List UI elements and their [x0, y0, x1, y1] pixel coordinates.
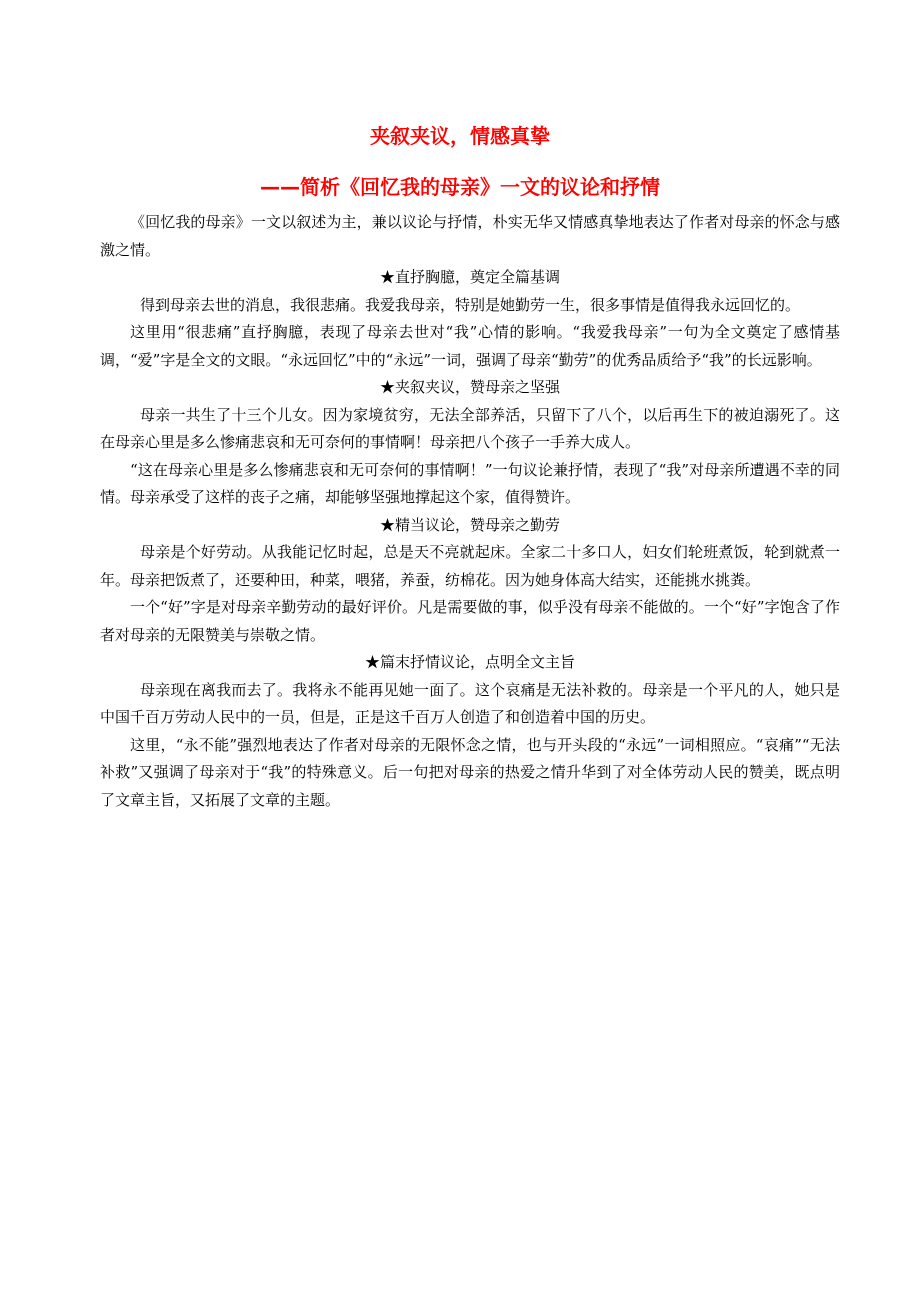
quote-paragraph-2: 母亲一共生了十三个儿女。因为家境贫穷，无法全部养活，只留下了八个，以后再生下的被迫溺死了。这在母亲心里是多么惨痛悲哀和无可奈何的事情啊！母亲把八个孩子一手养大成人。: [100, 405, 840, 451]
analysis-paragraph-4: 这里，“永不能”强烈地表达了作者对母亲的无限怀念之情，也与开头段的“永远”一词相照应。“哀痛”“无法补救”又强调了母亲对于“我”的特殊意义。后一句把对母亲的热爱之情升华到了对全体劳动人民的赞美，既点明了文章主旨，又拓展了文章的主题。: [100, 735, 840, 809]
analysis-paragraph-1: 这里用“很悲痛”直抒胸臆，表现了母亲去世对“我”心情的影响。“我爱我母亲”一句为全文奠定了感情基调，“爱”字是全文的文眼。“永远回忆”中的“永远”一词，强调了母亲“勤劳”的优秀品质给予“我”的长远影响。: [100, 323, 840, 369]
section-heading-4: ★篇末抒情议论，点明全文主旨: [364, 653, 575, 671]
section-heading-1: ★直抒胸臆，奠定全篇基调: [379, 268, 560, 286]
article-body: [100, 209, 840, 814]
article-subtitle: ——简析《回忆我的母亲》一文的议论和抒情: [260, 175, 660, 199]
quote-paragraph-1: 得到母亲去世的消息，我很悲痛。我爱我母亲，特别是她勤劳一生，很多事情是值得我永远回忆的。: [140, 295, 801, 314]
section-heading-2: ★夹叙夹议，赞母亲之坚强: [379, 378, 560, 396]
quote-paragraph-4: 母亲现在离我而去了。我将永不能再见她一面了。这个哀痛是无法补救的。母亲是一个平凡的人，她只是中国千百万劳动人民中的一员，但是，正是这千百万人创造了和创造着中国的历史。: [100, 680, 840, 726]
quote-paragraph-3: 母亲是个好劳动。从我能记忆时起，总是天不亮就起床。全家二十多口人，妇女们轮班煮饭，轮到就煮一年。母亲把饭煮了，还要种田，种菜，喂猪，养蚕，纺棉花。因为她身体高大结实，还能挑水挑粪。: [100, 543, 840, 589]
section-heading-3: ★精当议论，赞母亲之勤劳: [379, 515, 560, 534]
article-title: 夹叙夹议，情感真挚: [370, 124, 550, 148]
intro-paragraph: 《回忆我的母亲》一文以叙述为主，兼以议论与抒情，朴实无华又情感真挚地表达了作者对母亲的怀念与感激之情。: [100, 213, 840, 259]
analysis-paragraph-3: 一个“好”字是对母亲辛勤劳动的最好评价。凡是需要做的事，似乎没有母亲不能做的。一个“好”字饱含了作者对母亲的无限赞美与崇敬之情。: [100, 598, 840, 644]
analysis-paragraph-2: “这在母亲心里是多么惨痛悲哀和无可奈何的事情啊！”一句议论兼抒情，表现了“我”对母亲所遭遇不幸的同情。母亲承受了这样的丧子之痛，却能够坚强地撑起这个家，值得赞许。: [100, 460, 840, 506]
